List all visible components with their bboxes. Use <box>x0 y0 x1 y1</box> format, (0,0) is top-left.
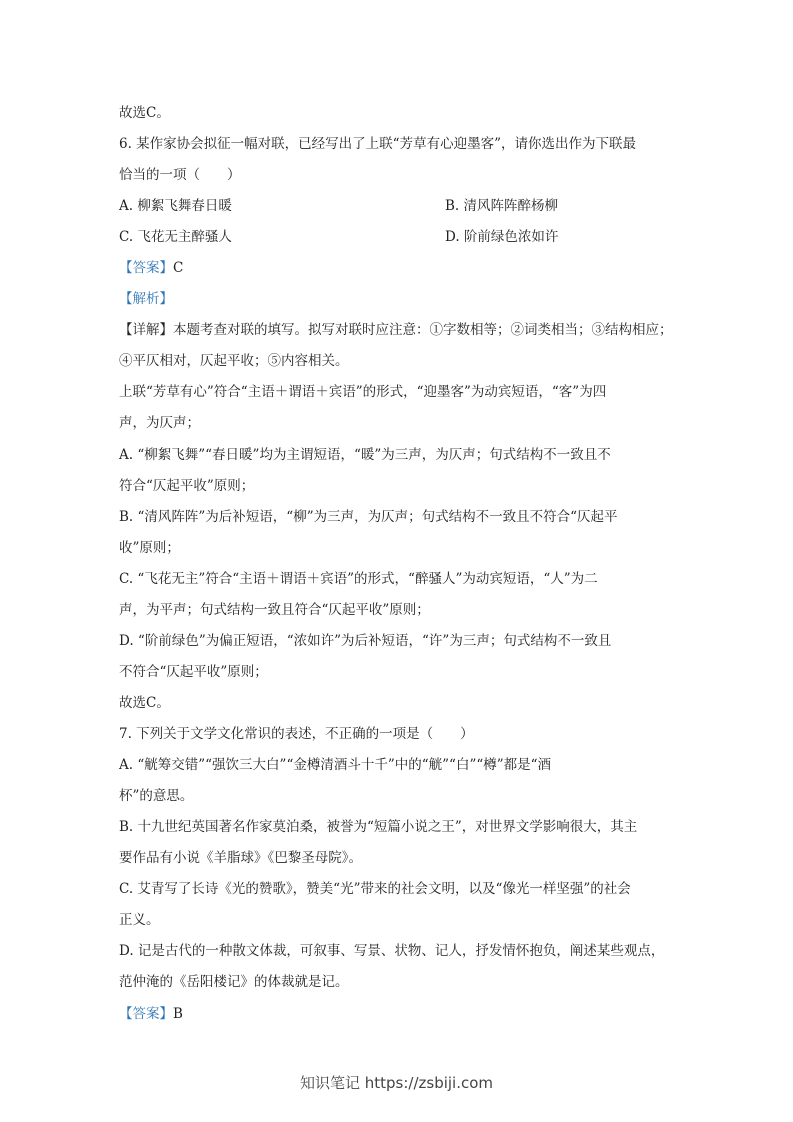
text-line: D. “阶前绿色”为偏正短语，“浓如许”为后补短语，“许”为三声；句式结构不一致且 <box>119 633 612 649</box>
text-line: B. “清风阵阵”为后补短语，“柳”为三声，为仄声；句式结构不一致且不符合“仄起平 <box>119 509 618 525</box>
option-d: D. 阶前绿色浓如许 <box>445 229 559 245</box>
option-b: B. 清风阵阵醉杨柳 <box>445 198 559 214</box>
text-line: A. “柳絮飞舞”“春日暖”均为主谓短语，“暖”为三声，为仄声；句式结构不一致且不 <box>119 447 611 463</box>
option-c-cont: 正义。 <box>119 912 160 928</box>
question-7-stem: 7. 下列关于文学文化常识的表述，不正确的一项是（ ） <box>119 726 474 742</box>
option-a: A. “觥筹交错”“强饮三大白”“金樽清酒斗十千”中的“觥”“白”“樽”都是“酒 <box>119 757 552 773</box>
option-c: C. 艾青写了长诗《光的赞歌》，赞美“光”带来的社会文明，以及“像光一样坚强”的社会 <box>119 881 631 897</box>
footer-watermark: 知识笔记 https://zsbiji.com <box>299 1074 494 1092</box>
text-line: 收”原则； <box>119 540 180 556</box>
analysis-tag: 【解析】 <box>119 291 173 307</box>
text-line: 声，为平声；句式结构一致且符合“仄起平收”原则； <box>119 602 430 618</box>
option-d-cont: 范仲淹的《岳阳楼记》的体裁就是记。 <box>119 974 349 990</box>
option-d: D. 记是古代的一种散文体裁，可叙事、写景、状物、记人，抒发情怀抱负，阐述某些观点， <box>119 943 665 959</box>
option-b: B. 十九世纪英国著名作家莫泊桑，被誉为“短篇小说之王”，对世界文学影响很大，其主 <box>119 819 638 835</box>
question-6-stem: 6. 某作家协会拟征一幅对联，已经写出了上联“芳草有心迎墨客”，请你选出作为下联最 <box>119 136 636 152</box>
question-6-stem-cont: 恰当的一项（ ） <box>119 167 241 183</box>
option-c: C. 飞花无主醉骚人 <box>119 229 232 245</box>
option-a-cont: 杯”的意思。 <box>119 788 194 804</box>
text-line: 不符合“仄起平收”原则； <box>119 664 268 680</box>
text-line: 符合“仄起平收”原则； <box>119 478 255 494</box>
answer-tag: 【答案】 <box>119 1006 173 1022</box>
answer-value: C <box>173 260 184 276</box>
text-line: 上联“芳草有心”符合“主语＋谓语＋宾语”的形式，“迎墨客”为动宾短语，“客”为四 <box>119 384 607 400</box>
text-line: ④平仄相对，仄起平收；⑤内容相关。 <box>119 353 349 369</box>
text-line: 声，为仄声； <box>119 415 200 431</box>
option-b-cont: 要作品有小说《羊脂球》《巴黎圣母院》。 <box>119 850 362 866</box>
option-a: A. 柳絮飞舞春日暖 <box>119 198 232 214</box>
answer-line <box>119 260 183 276</box>
text-line: 故选C。 <box>119 105 170 121</box>
answer-tag: 【答案】 <box>119 260 173 276</box>
text-line: 故选C。 <box>119 695 170 711</box>
text-line: 【详解】本题考查对联的填写。拟写对联时应注意：①字数相等；②词类相当；③结构相应； <box>119 322 673 338</box>
text-line: C. “飞花无主”符合“主语＋谓语＋宾语”的形式，“醉骚人”为动宾短语，“人”为二 <box>119 571 598 587</box>
answer-line <box>119 1006 183 1022</box>
answer-value: B <box>173 1006 183 1022</box>
